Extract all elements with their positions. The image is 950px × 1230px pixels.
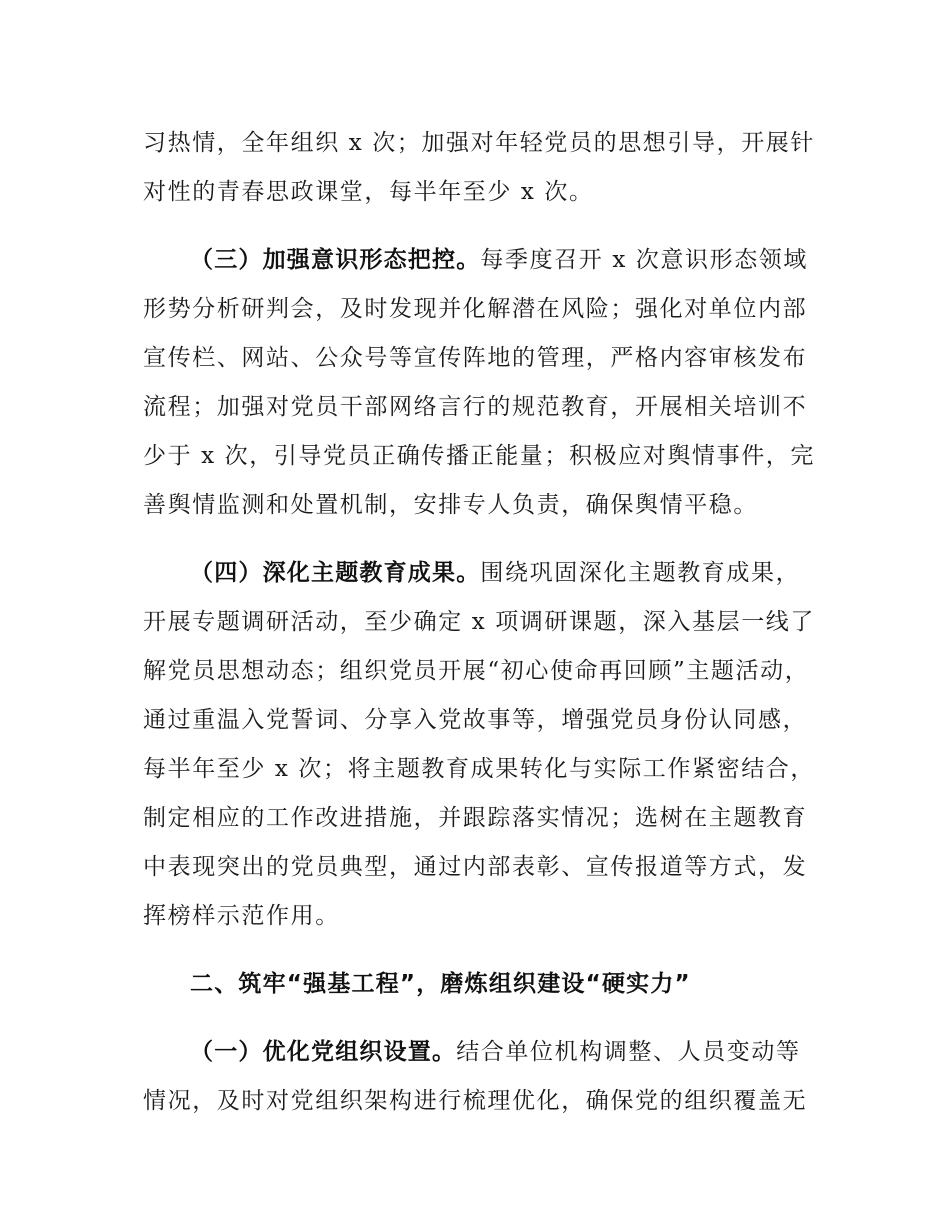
paragraph-line [190,1035,801,1069]
paragraph-line [190,243,808,277]
paragraph-line: 宣传栏、网站、公众号等宣传阵地的管理，严格内容审核发布 [143,345,808,371]
paragraph-line: 善舆情监测和处置机制，安排专人负责，确保舆情平稳。 [143,492,758,518]
subsection-heading: （四）深化主题教育成果。 [190,560,481,586]
paragraph-line: 少于 x 次，引导党员正确传播正能量；积极应对舆情事件，完 [143,443,815,469]
subsection-heading: （三）加强意识形态把控。 [190,247,481,273]
paragraph-line: 流程；加强对党员干部网络言行的规范教育，开展相关培训不 [143,394,808,420]
paragraph-text: 围绕巩固深化主题教育成果， [480,560,801,586]
paragraph-line [190,556,800,590]
paragraph-line: 通过重温入党誓词、分享入党故事等，增强党员身份认同感， [143,707,808,733]
paragraph-line: 制定相应的工作改进措施，并跟踪落实情况；选树在主题教育 [143,805,808,831]
paragraph-line: 中表现突出的党员典型，通过内部表彰、宣传报道等方式，发 [143,854,808,880]
paragraph-line: 对性的青春思政课堂，每半年至少 x 次。 [143,179,594,205]
paragraph-line: 开展专题调研活动，至少确定 x 项调研课题，深入基层一线了 [143,609,815,635]
paragraph-line: 解党员思想动态；组织党员开展“初心使命再回顾”主题活动， [143,658,810,684]
paragraph-line: 情况，及时对党组织架构进行梳理优化，确保党的组织覆盖无 [143,1088,808,1114]
paragraph-text: 每季度召开 x 次意识形态领域 [480,247,808,273]
section-heading: 二、筑牢“强基工程”，磨炼组织建设“硬实力” [190,971,691,997]
paragraph-line: 挥榜样示范作用。 [143,903,340,929]
subsection-heading: （一）优化党组织设置。 [190,1039,457,1065]
paragraph-line: 形势分析研判会，及时发现并化解潜在风险；强化对单位内部 [143,296,808,322]
paragraph-line: 每半年至少 x 次；将主题教育成果转化与实际工作紧密结合， [143,756,815,782]
paragraph-line: 习热情，全年组织 x 次；加强对年轻党员的思想引导，开展针 [143,130,815,156]
paragraph-text: 结合单位机构调整、人员变动等 [456,1039,801,1065]
